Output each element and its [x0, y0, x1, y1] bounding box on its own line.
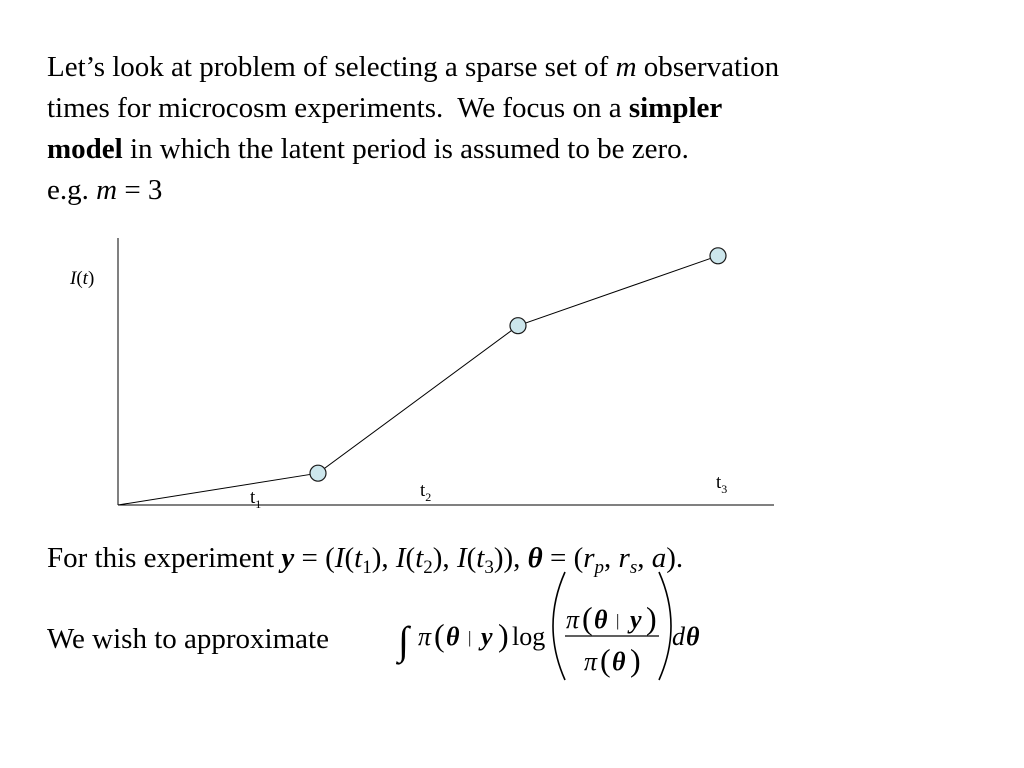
intro-text: in which the latent period is assumed to be zero.	[122, 133, 689, 165]
integral-sign: ∫	[398, 618, 409, 663]
given-bar: |	[468, 628, 472, 647]
pi-symbol: π	[418, 622, 432, 651]
y-vector: y	[281, 542, 295, 574]
approx-text: We wish to approximate	[47, 623, 329, 655]
intro-text: Let’s look at problem of selecting a sparse set of	[47, 51, 616, 83]
theta-symbol: θ	[686, 622, 700, 651]
experiment-sentence: For this experiment $y = (I(t_1)$, $I(t_2)$, $I(t_3)$), $\theta = (r_p$, $r_s$, a).	[47, 542, 684, 578]
pi-symbol: π	[566, 605, 580, 634]
pi-symbol: π	[584, 647, 598, 676]
y-symbol: y	[481, 622, 493, 651]
intro-m-var: m	[96, 174, 118, 206]
y-symbol: y	[630, 605, 642, 634]
intro-text: observation	[636, 51, 780, 83]
intro-text: times for microcosm experiments. We focus on a	[47, 92, 629, 124]
theta-symbol: θ	[594, 605, 608, 634]
y-axis-label-t: t	[82, 268, 88, 289]
intro-text: = 3	[117, 174, 163, 206]
data-point-2	[510, 318, 526, 334]
x-tick-label-t1: $t_1$	[250, 487, 262, 511]
theta-symbol: θ	[612, 647, 626, 676]
big-paren-right	[659, 572, 671, 680]
y-axis-label-I: I	[70, 268, 77, 289]
x-tick-label-t3: $t_3$	[716, 472, 728, 496]
paren-open: (	[434, 617, 445, 653]
data-point-3	[710, 248, 726, 264]
paren-open: (	[582, 600, 593, 636]
intro-text: e.g.	[47, 174, 97, 206]
y-axis-label-paren: (	[76, 268, 83, 289]
theta-symbol: θ	[446, 622, 460, 651]
paren-close: )	[630, 642, 641, 678]
paren-close: )	[646, 600, 657, 636]
y-axis-label	[69, 268, 94, 289]
intro-m-var: m	[615, 51, 637, 83]
given-bar: |	[616, 611, 620, 630]
big-paren-left	[553, 572, 565, 680]
intro-bold-model: model	[47, 133, 123, 165]
paren-close: )	[498, 617, 509, 653]
y-axis-label-paren: )	[87, 268, 95, 289]
theta-vector: θ	[527, 542, 543, 574]
log-text: log	[512, 622, 546, 651]
x-tick-label-t2: $t_2$	[420, 480, 432, 504]
data-point-1	[310, 465, 326, 481]
intro-bold-simpler: simpler	[628, 92, 723, 124]
d-symbol: d	[672, 622, 685, 651]
series-line	[118, 256, 718, 505]
paren-open: (	[600, 642, 611, 678]
